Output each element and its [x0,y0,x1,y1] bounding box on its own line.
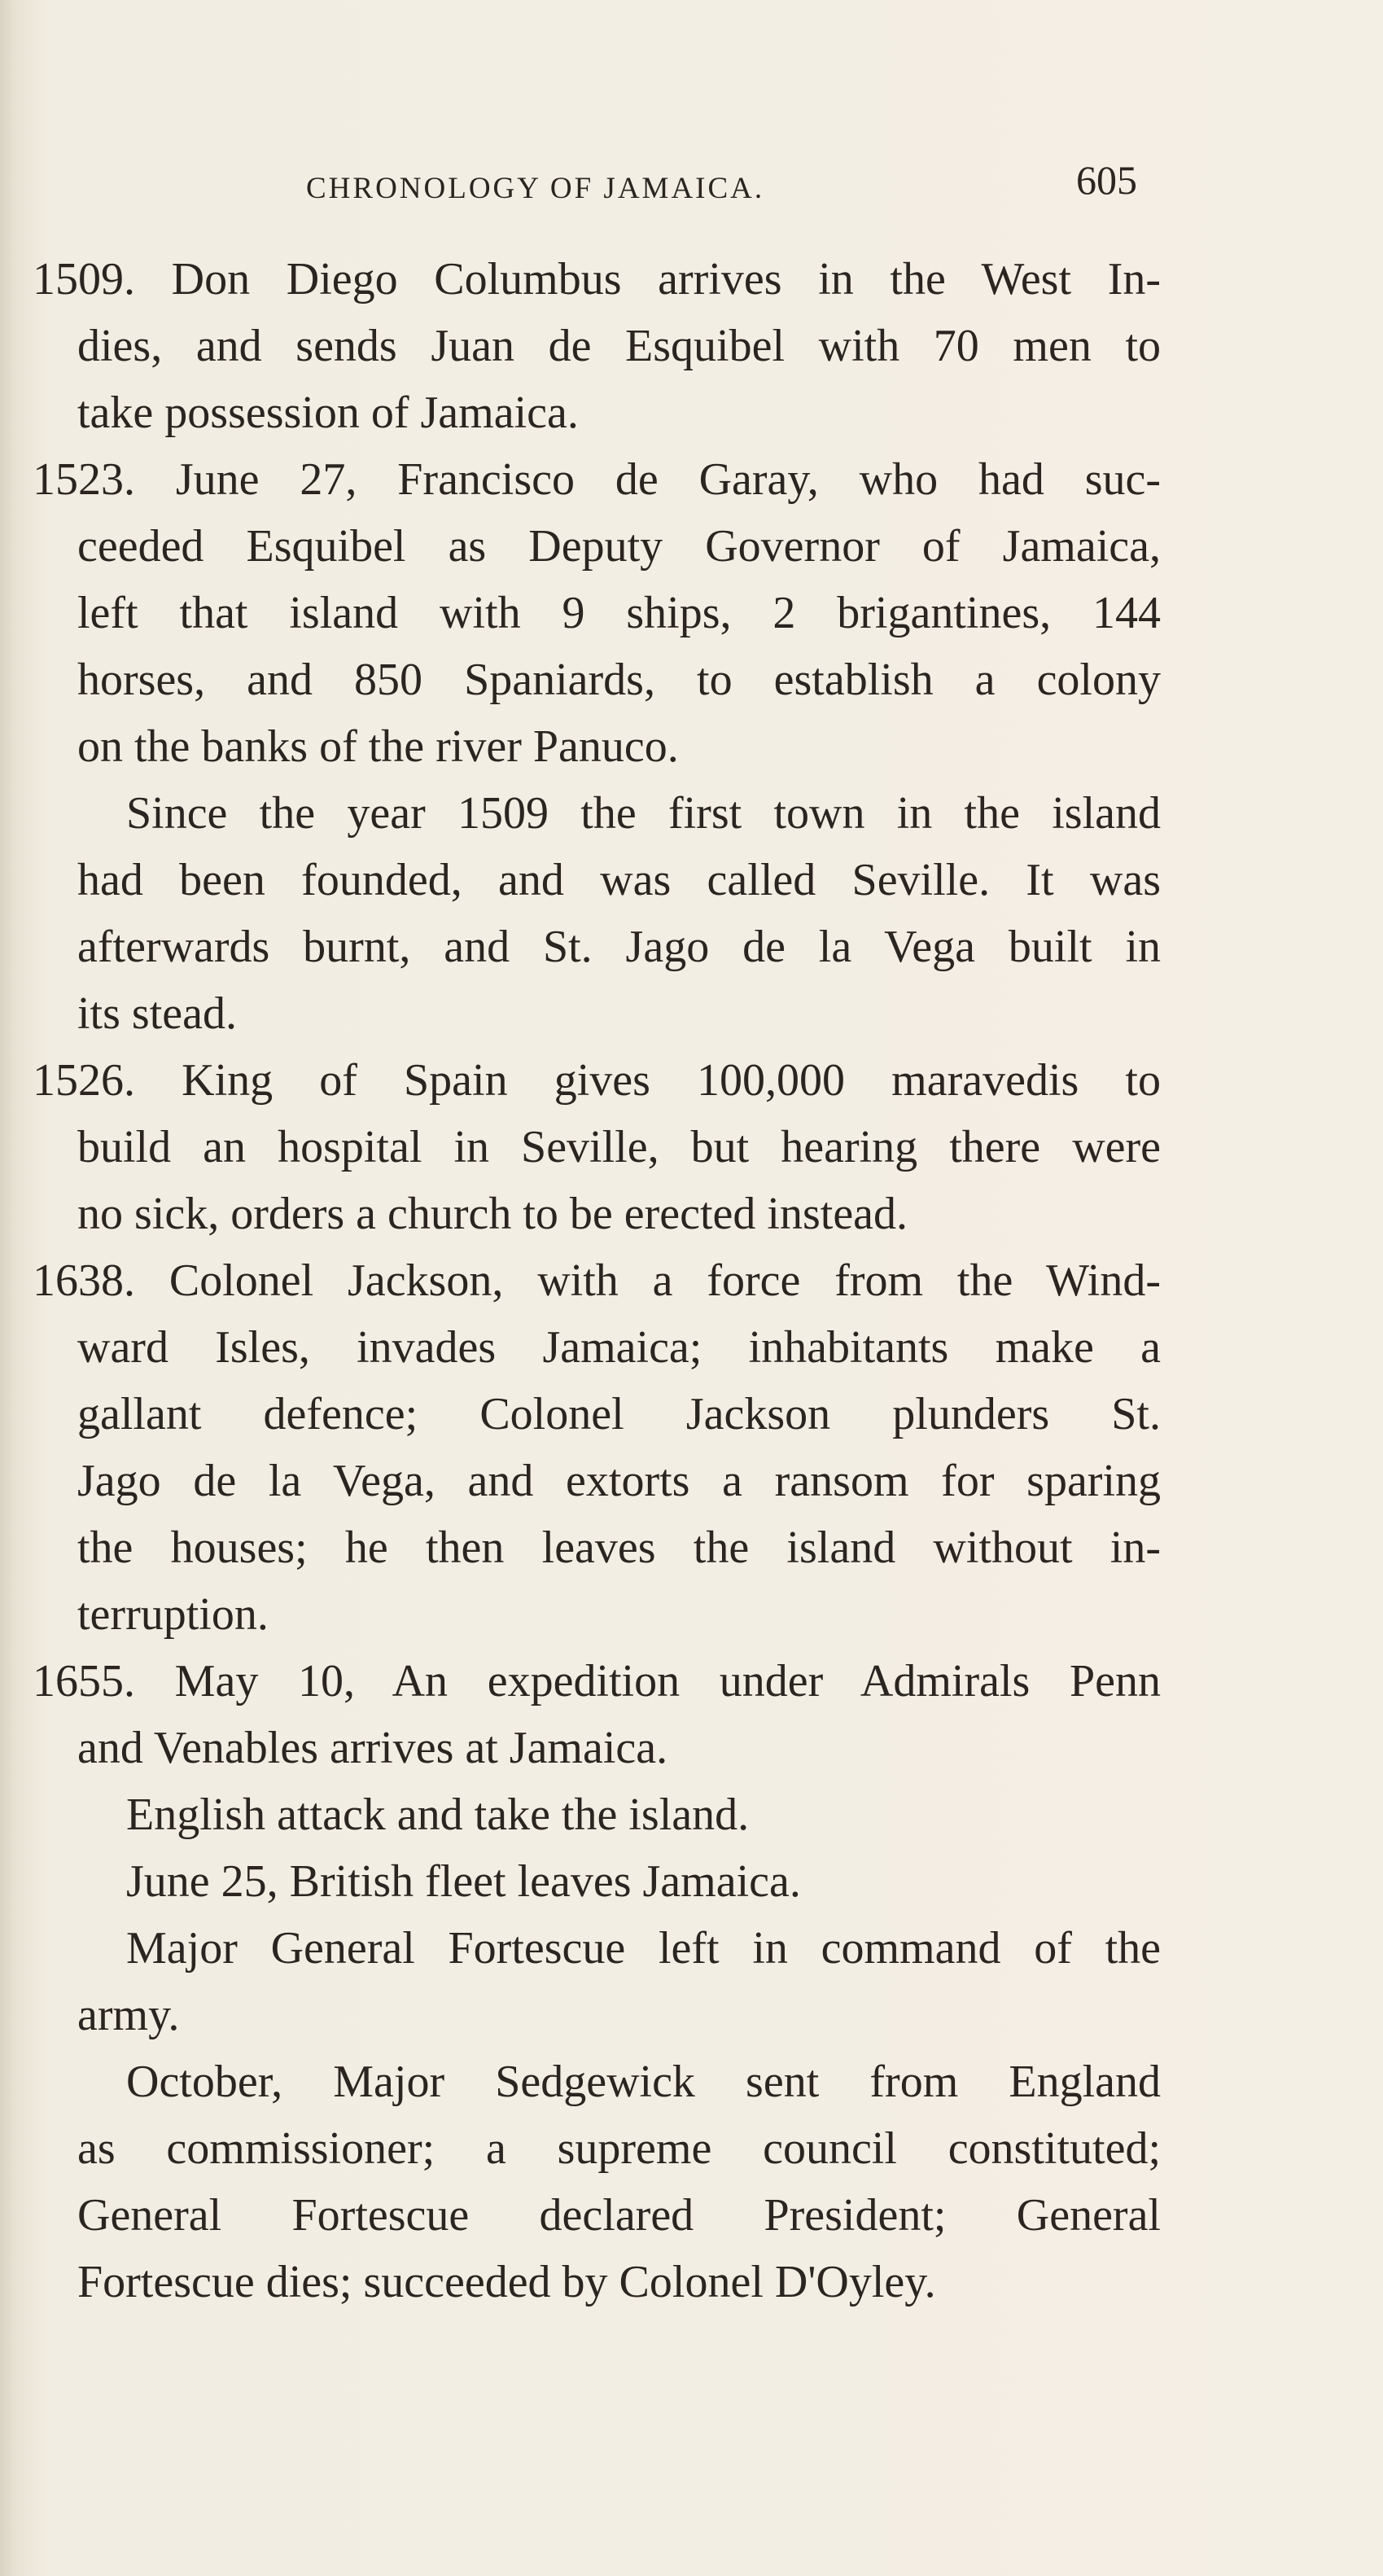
text-line: English attack and take the island. [126,1790,750,1840]
text-line: ward Isles, invades Jamaica; inhabitants make a [77,1322,1161,1373]
text-line: Since the year 1509 the first town in the island [126,788,1161,839]
text-line: ceeded Esquibel as Deputy Governor of Jamaica, [77,521,1161,572]
text-line: build an hospital in Seville, but hearing there were [77,1122,1161,1172]
text-line: had been founded, and was called Seville. It was [77,855,1161,905]
text-line: 1526. King of Spain gives 100,000 maravedis to [33,1055,1161,1106]
text-line: its stead. [77,988,237,1039]
text-line: General Fortescue declared President; General [77,2190,1161,2241]
text-line: left that island with 9 ships, 2 brigantines, 144 [77,588,1161,638]
text-line: terruption. [77,1589,269,1640]
text-line: afterwards burnt, and St. Jago de la Vega built in [77,922,1161,972]
text-line: Jago de la Vega, and extorts a ransom for sparing [77,1456,1161,1506]
text-line: on the banks of the river Panuco. [77,721,679,772]
text-line: and Venables arrives at Jamaica. [77,1723,668,1773]
text-line: horses, and 850 Spaniards, to establish a colony [77,655,1161,705]
page-number: 605 [1076,157,1137,203]
running-head [0,156,1383,213]
running-title: CHRONOLOGY OF JAMAICA. [306,172,765,205]
text-line: 1509. Don Diego Columbus arrives in the West In- [33,254,1161,304]
text-line: 1638. Colonel Jackson, with a force from the Wind- [33,1255,1161,1306]
text-line: take possession of Jamaica. [77,388,579,438]
text-line: 1523. June 27, Francisco de Garay, who had suc- [33,454,1161,505]
text-line: 1655. May 10, An expedition under Admirals Penn [33,1656,1161,1706]
text-line: dies, and sends Juan de Esquibel with 70 men to [77,321,1161,371]
text-line: as commissioner; a supreme council constituted; [77,2123,1161,2174]
text-line: June 25, British fleet leaves Jamaica. [126,1856,801,1907]
text-line: gallant defence; Colonel Jackson plunders St. [77,1389,1161,1439]
text-line: the houses; he then leaves the island without in- [77,1522,1161,1573]
text-line: no sick, orders a church to be erected instead. [77,1189,908,1239]
text-line: Fortescue dies; succeeded by Colonel D'Oyley. [77,2257,936,2307]
text-line: Major General Fortescue left in command of the [126,1923,1161,1974]
text-line: October, Major Sedgewick sent from England [126,2057,1161,2107]
text-line: army. [77,1990,180,2040]
chronology-text [33,246,1161,2315]
